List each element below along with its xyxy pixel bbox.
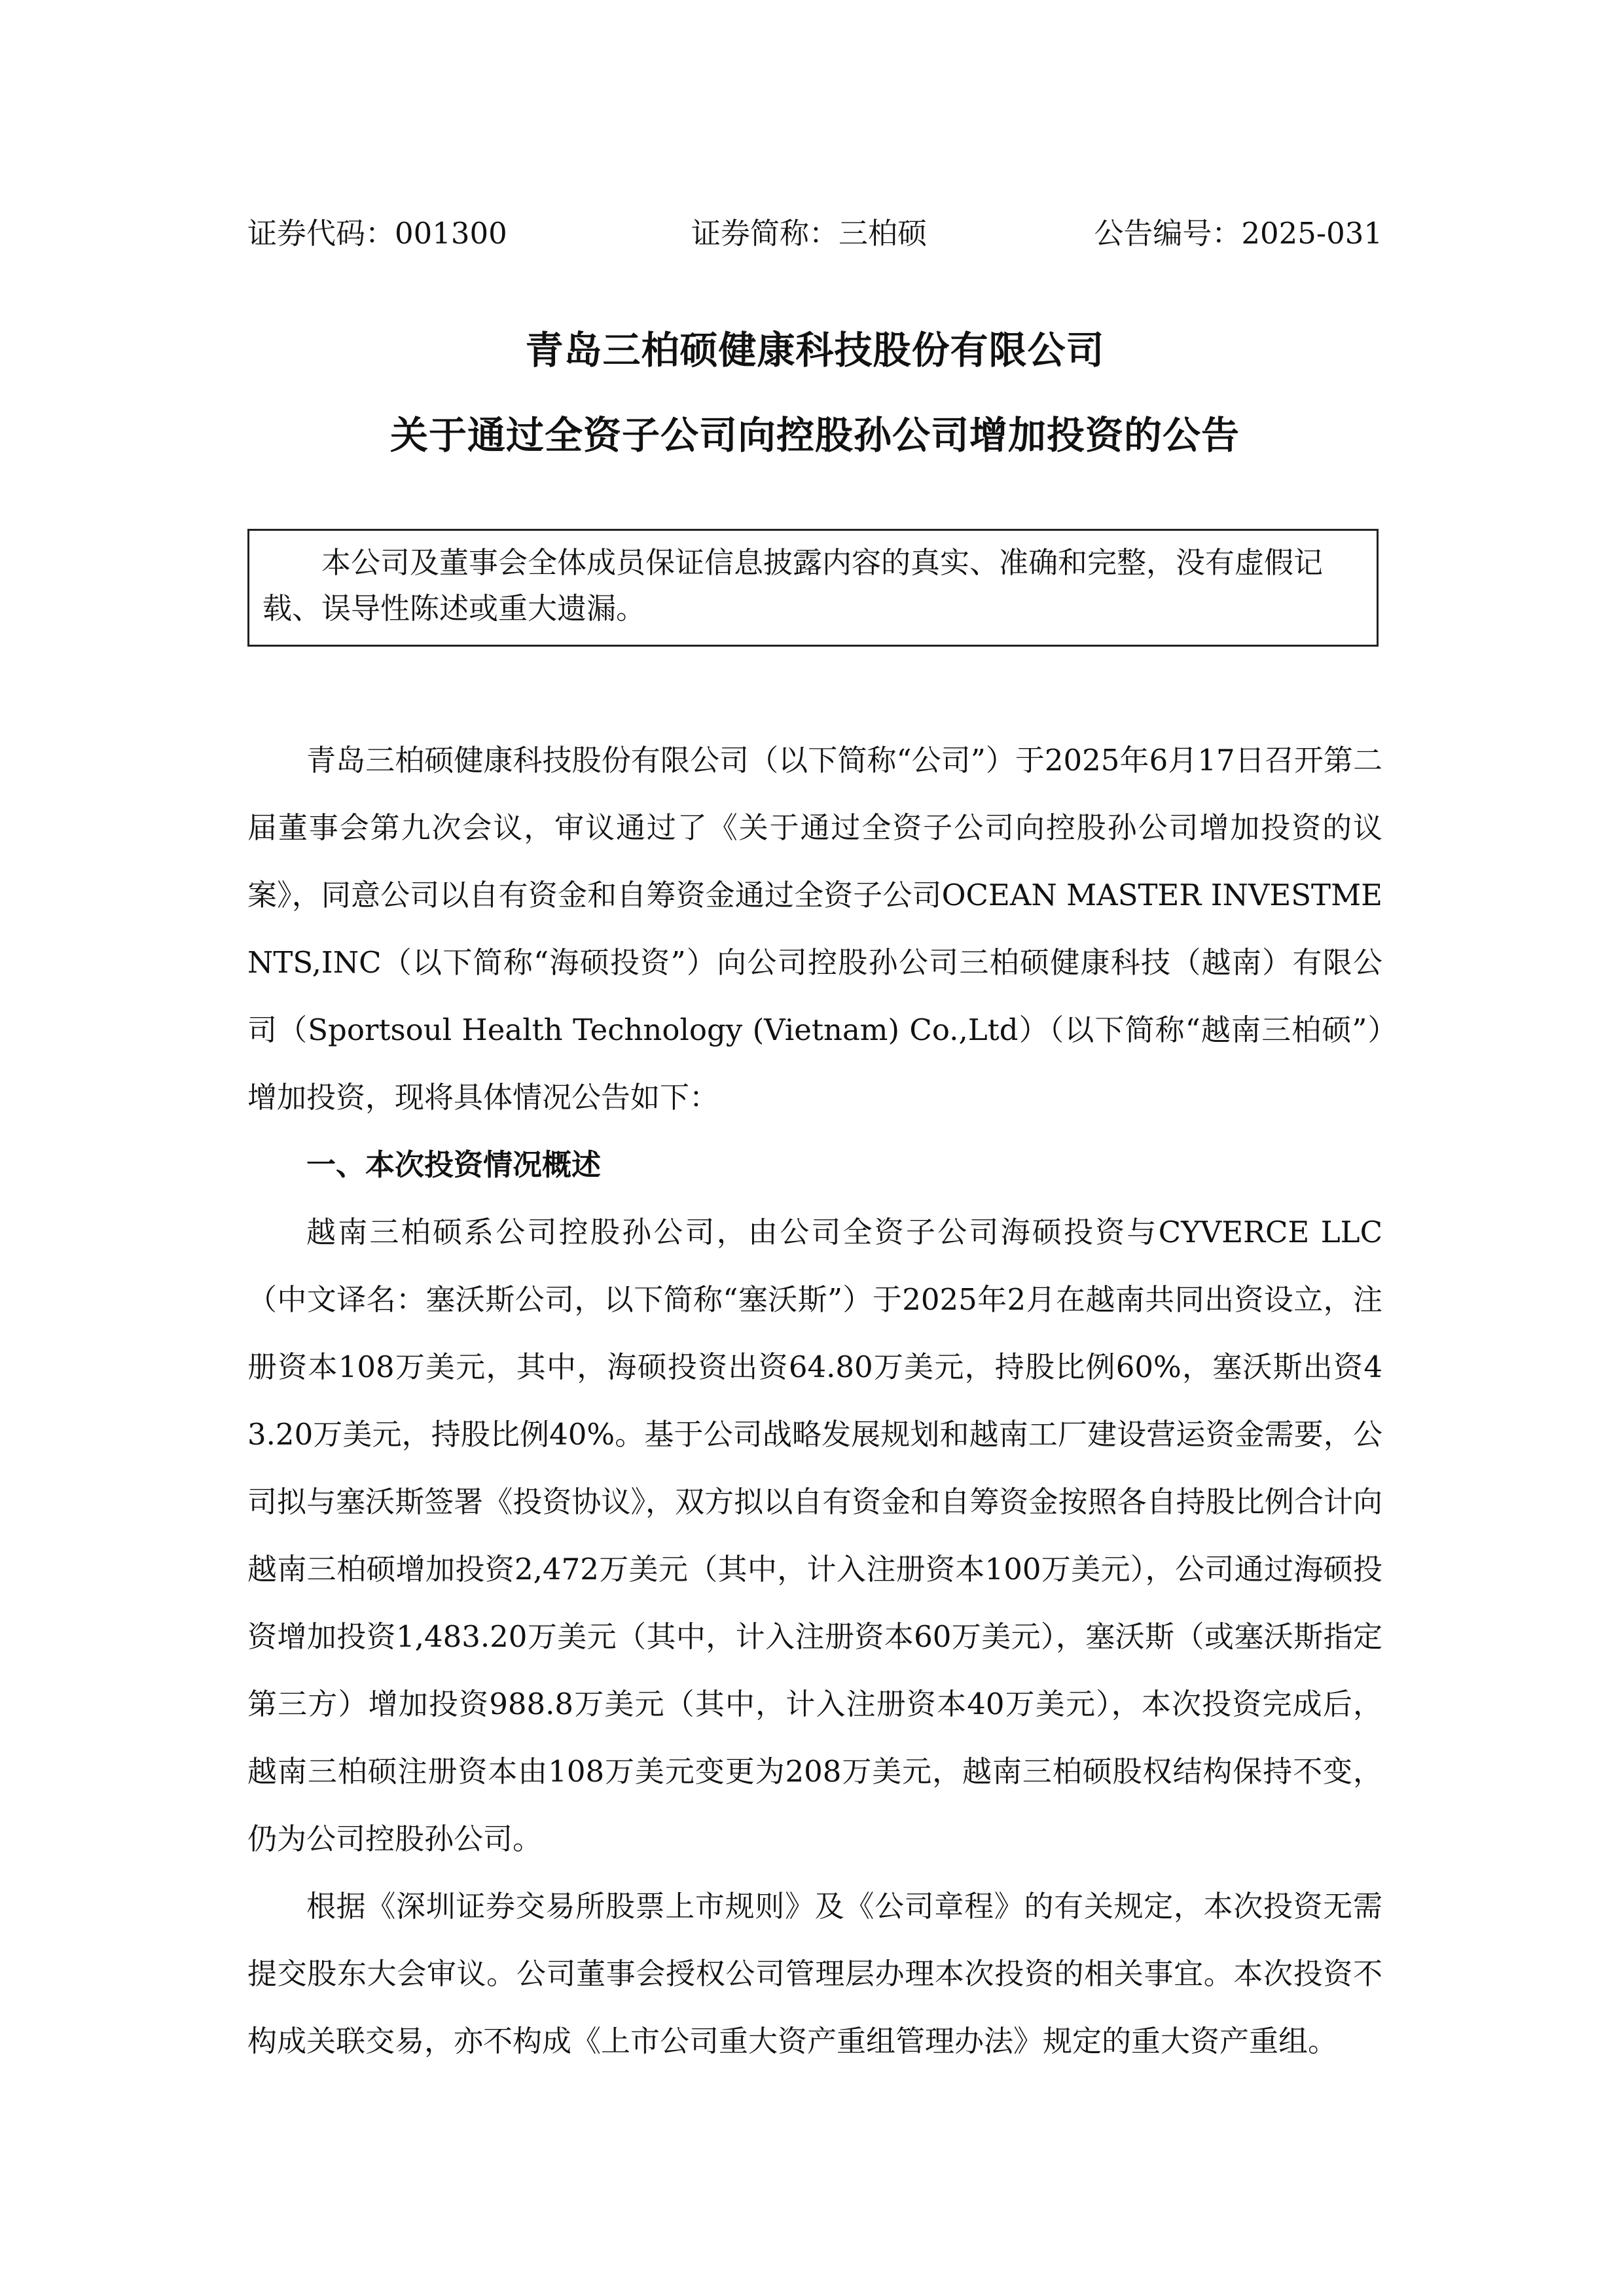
disclosure-statement-box: [247, 529, 1379, 647]
document-body: [247, 726, 1382, 2075]
stock-name: 证券简称：三柏硕: [691, 216, 928, 251]
section-heading-overview: 一、本次投资情况概述: [306, 1147, 602, 1182]
overview-paragraph: 越南三柏硕系公司控股孙公司，由公司全资子公司海硕投资与CYVERCE LLC（中文译名：塞沃斯公司，以下简称“塞沃斯”）于2025年2月在越南共同出资设立，注册资本108万美元，其中，海硕投资出资64.80万美元，持股比例60%，塞沃斯出资43.20万美元，持股比例40%。基于公司战略发展规划和越南工厂建设营运资金需要，公司拟与塞沃斯签署《投资协议》，双方拟以自有资金和自筹资金按照各自持股比例合计向越南三柏硕增加投资2,472万美元（其中，计入注册资本100万美元），公司通过海硕投资增加投资1,483.20万美元（其中，计入注册资本60万美元），塞沃斯（或塞沃斯指定第三方）增加投资988.8万美元（其中，计入注册资本40万美元），本次投资完成后，越南三柏硕注册资本由108万美元变更为208万美元，越南三柏硕股权结构保持不变，仍为公司控股孙公司。: [247, 1215, 1382, 1856]
disclosure-statement-text: 本公司及董事会全体成员保证信息披露内容的真实、准确和完整，没有虚假记载、误导性陈述或重大遗漏。: [262, 545, 1324, 626]
announcement-number: 公告编号：2025-031: [1094, 216, 1382, 251]
approval-paragraph: 根据《深圳证券交易所股票上市规则》及《公司章程》的有关规定，本次投资无需提交股东大会审议。公司董事会授权公司管理层办理本次投资的相关事宜。本次投资不构成关联交易，亦不构成《上市公司重大资产重组管理办法》规定的重大资产重组。: [247, 1889, 1382, 2058]
document-title-subject: 关于通过全资子公司向控股孙公司增加投资的公告: [389, 413, 1240, 457]
stock-code: 证券代码：001300: [247, 216, 507, 251]
announcement-header: [247, 211, 1382, 257]
intro-paragraph: 青岛三柏硕健康科技股份有限公司（以下简称“公司”）于2025年6月17日召开第二届董事会第九次会议，审议通过了《关于通过全资子公司向控股孙公司增加投资的议案》，同意公司以自有资金和自筹资金通过全资子公司OCEAN MASTER INVESTMENTS,INC（以下简称“海硕投资”）向公司控股孙公司三柏硕健康科技（越南）有限公司（Sportsoul Health Technology (Vietnam) Co.,Ltd）（以下简称“越南三柏硕”）增加投资，现将具体情况公告如下：: [247, 743, 1382, 1115]
document-title-company: 青岛三柏硕健康科技股份有限公司: [525, 328, 1105, 372]
